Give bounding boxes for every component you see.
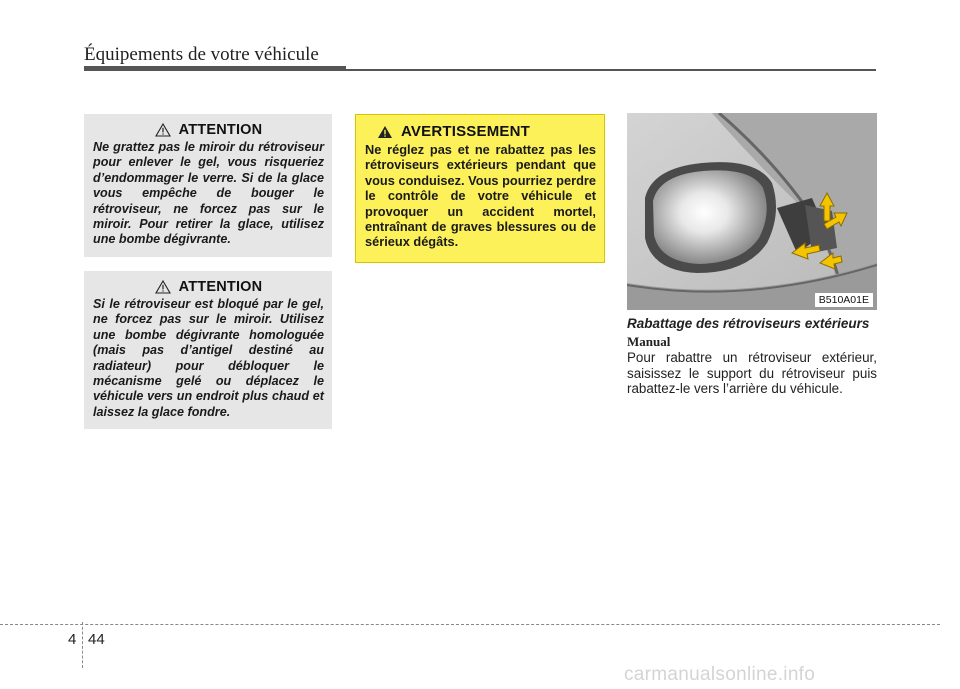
chapter-number: 4 — [68, 631, 77, 648]
header-bar — [84, 66, 346, 71]
warning-triangle-outline-icon — [155, 280, 171, 294]
caution-title-row — [93, 279, 324, 295]
caution-title-row — [93, 122, 324, 138]
figure-caption: Rabattage des rétroviseurs extérieurs — [627, 316, 870, 331]
warning-title-row — [365, 123, 596, 140]
subheading-manual: Manual — [627, 334, 671, 349]
warning-text: Ne réglez pas et ne rabattez pas les rétroviseurs extérieurs pendant que vous conduisez. Vous pourriez perdre le contrôle de votre véhicule et provoquer un accident mortel, entraînant de graves blessures ou de sérieux dégâts. — [365, 142, 596, 250]
warning-triangle-filled-icon — [377, 125, 393, 139]
warning-box — [355, 114, 605, 263]
mirror-illustration — [627, 113, 877, 310]
site-watermark: carmanualsonline.info — [624, 664, 816, 685]
warning-title: AVERTISSEMENT — [401, 123, 531, 140]
footer-divider — [82, 622, 83, 668]
page-number: 44 — [88, 631, 105, 648]
instruction-paragraph: Pour rabattre un rétroviseur extérieur, saisissez le support du rétroviseur puis rabattez-le vers l’arrière du véhicule. — [627, 350, 877, 397]
caution-title: ATTENTION — [178, 279, 263, 295]
warning-triangle-outline-icon — [155, 123, 171, 137]
caution-text: Si le rétroviseur est bloqué par le gel, ne forcez pas sur le miroir. Utilisez une bombe dégivrante homologuée (mais pas d’antigel destiné au radiateur) pour débloquer le mécanisme gelé ou déplacez le véhicule vers un endroit plus chaud et laissez la glace fondre. — [93, 297, 324, 419]
caution-title: ATTENTION — [178, 122, 263, 138]
footer-rule — [0, 624, 940, 625]
caution-box-frost — [84, 114, 332, 257]
folding-mirror-drawing — [627, 113, 877, 310]
caution-text: Ne grattez pas le miroir du rétroviseur pour enlever le gel, vous risqueriez d’endommager le verre. Si de la glace vous empêche de bouger le rétroviseur, ne forcez pas sur le miroir. Pour retirer la glace, utilisez une bombe dégivrante. — [93, 140, 324, 247]
figure-code-label: B510A01E — [815, 293, 873, 307]
caution-box-frozen — [84, 271, 332, 429]
header-rule — [346, 69, 876, 71]
page-header-title: Équipements de votre véhicule — [84, 44, 319, 65]
